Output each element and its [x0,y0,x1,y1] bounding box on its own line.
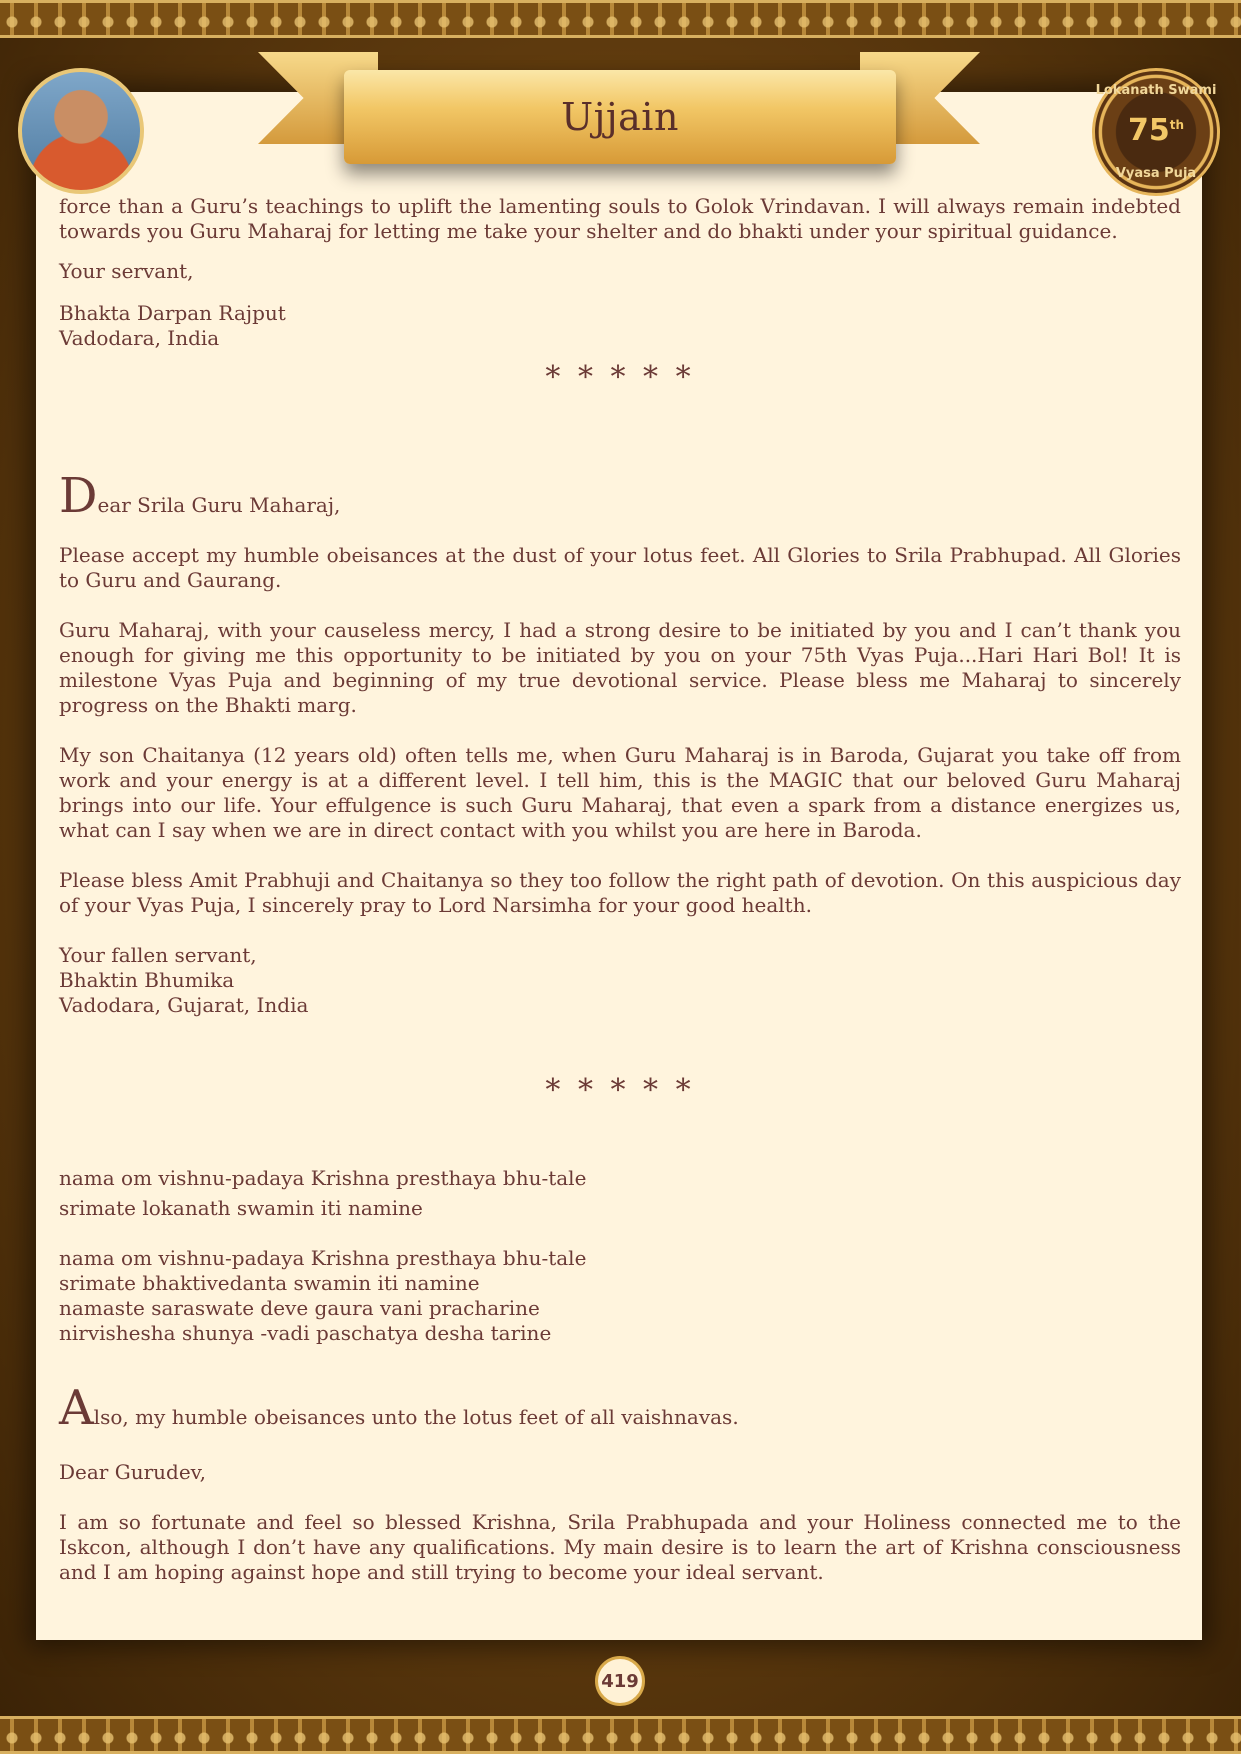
paragraph: Please accept my humble obeisances at the dust of your lotus feet. All Glories to Srila Prabhupad. All Glories to Guru and Gaurang. [59,543,1181,592]
letter-content [59,194,1181,1585]
drop-cap: D [59,468,98,524]
bottom-border [0,1716,1241,1754]
verse-line: srimate bhaktivedanta swamin iti namine [59,1271,480,1295]
signer-place: Vadodara, India [59,326,220,350]
title-ribbon [344,70,896,164]
verse-line: nama om vishnu-padaya Krishna presthaya bhu-tale [59,1166,587,1190]
closing: Your fallen servant, [59,943,257,967]
seal-bottom-text: Vyasa Puja [1115,166,1197,181]
section-divider: * * * * * [545,360,695,395]
page-number: 419 [595,1656,645,1706]
paragraph: force than a Guru’s teachings to uplift the lamenting souls to Golok Vrindavan. I will always remain indebted towards you Guru Maharaj for letting me take your shelter and do bhakti under your spiritual guidance. [59,194,1181,243]
guru-portrait [18,68,144,194]
closing: Your servant, [59,259,194,283]
salutation: Dear Gurudev, [59,1460,206,1484]
seal-top-text: Lokanath Swami [1095,83,1217,98]
drop-cap: A [59,1380,94,1436]
page-title: Ujjain [561,95,679,139]
seal-number: 75th [1127,113,1185,148]
signer-place: Vadodara, Gujarat, India [59,993,309,1017]
salutation: Dear Srila Guru Maharaj, [59,468,341,524]
paragraph: Guru Maharaj, with your causeless mercy, I had a strong desire to be initiated by you and I can’t thank you enough for giving me this opportunity to be initiated by you on your 75th Vyas Puja...Hari Hari Bol! It is milestone Vyas Puja and beginning of my true devotional service. Please bless me Maharaj to sincerely progress on the Bhakti marg. [59,618,1181,717]
paragraph: Also, my humble obeisances unto the lotus feet of all vaishnavas. [59,1380,739,1436]
section-divider: * * * * * [545,1073,695,1108]
verse-line: namaste saraswate deve gaura vani pracharine [59,1296,540,1320]
top-border [0,0,1241,38]
paragraph: My son Chaitanya (12 years old) often tells me, when Guru Maharaj is in Baroda, Gujarat you take off from work and your energy is at a different level. I tell him, this is the MAGIC that our beloved Guru Maharaj brings into our life. Your effulgence is such Guru Maharaj, that even a spark from a distance energizes us, what can I say when we are in direct contact with you whilst you are here in Baroda. [59,743,1181,842]
signer-name: Bhakta Darpan Rajput [59,301,286,325]
verse-line: nama om vishnu-padaya Krishna presthaya bhu-tale [59,1246,587,1270]
verse-line: srimate lokanath swamin iti namine [59,1196,423,1220]
anniversary-seal [1092,68,1220,196]
paragraph: Please bless Amit Prabhuji and Chaitanya so they too follow the right path of devotion. On this auspicious day of your Vyas Puja, I sincerely pray to Lord Narsimha for your good health. [59,868,1181,917]
verse-line: nirvishesha shunya -vadi paschatya desha tarine [59,1321,552,1345]
signer-name: Bhaktin Bhumika [59,968,235,992]
paragraph: I am so fortunate and feel so blessed Krishna, Srila Prabhupada and your Holiness connected me to the Iskcon, although I don’t have any qualifications. My main desire is to learn the art of Krishna consciousness and I am hoping against hope and still trying to become your ideal servant. [59,1510,1181,1584]
